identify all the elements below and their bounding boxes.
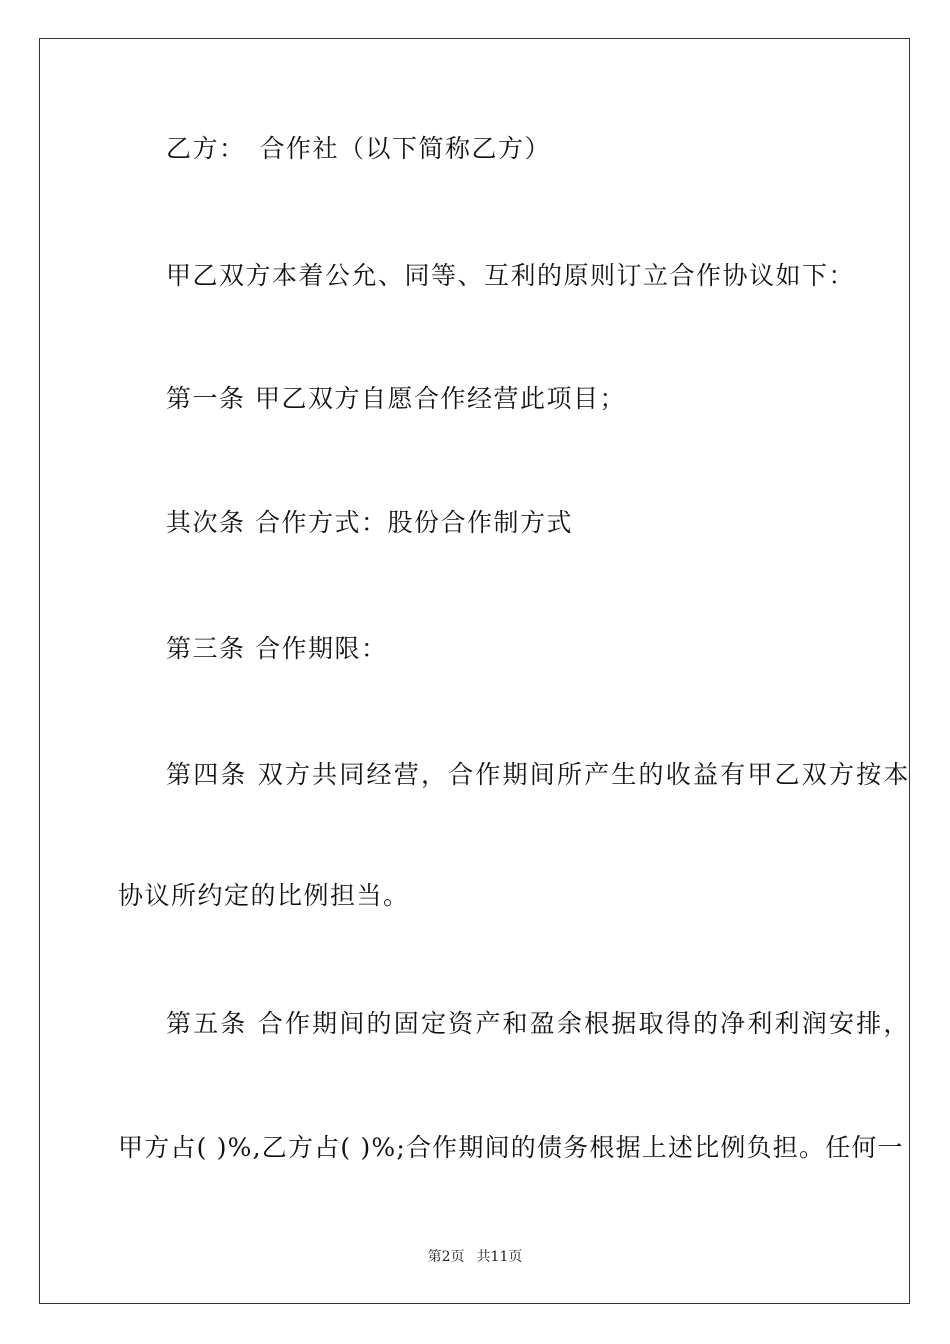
article-3: 第三条 合作期限： [166,634,388,663]
article-5-line-1: 第五条 合作期间的固定资产和盈余根据取得的净利利润安排， [166,1009,911,1038]
agreement-intro: 甲乙双方本着公允、同等、互利的原则订立合作协议如下： [166,261,856,290]
article-5-line-2: 甲方占( )%,乙方占( )%;合作期间的债务根据上述比例负担。任何一 [118,1133,904,1162]
page-total: 共11页 [476,1249,523,1265]
article-4-line-2: 协议所约定的比例担当。 [118,881,410,910]
party-b-line: 乙方： 合作社（以下简称乙方） [166,134,552,163]
page-number: 第2页 [427,1249,465,1265]
article-2: 其次条 合作方式：股份合作制方式 [166,508,573,537]
article-1: 第一条 甲乙双方自愿合作经营此项目； [166,384,626,413]
page-border [39,38,910,1304]
page-footer [0,1248,950,1266]
article-4-line-1: 第四条 双方共同经营，合作期间所产生的收益有甲乙双方按本 [166,760,911,789]
